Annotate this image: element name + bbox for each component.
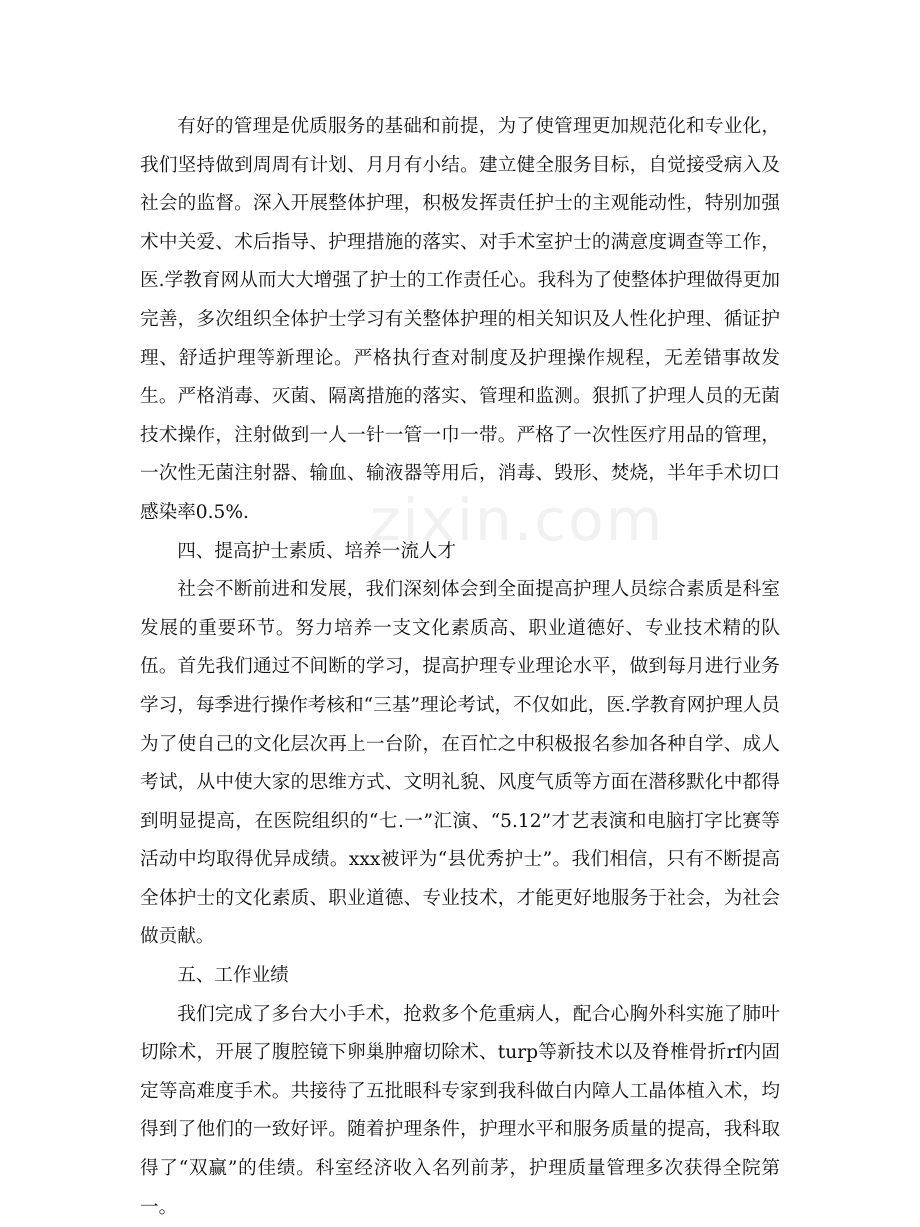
section-heading-4: 四、提高护士素质、培养一流人才 — [177, 540, 457, 562]
paragraph-achievements: 我们完成了多台大小手术，抢救多个危重病人，配合心胸外科实施了肺叶切除术，开展了腹腔镜下卵巢肿瘤切除术、turp等新技术以及脊椎骨折rf内固定等高难度手术。共接待了五批眼科专家到我科做白内障人工晶体植入术，均得到了他们的一致好评。随着护理条件，护理水平和服务质量的提高，我科取得了“双赢”的佳绩。科室经济收入名列前茅，护理质量管理多次获得全院第一。 — [140, 1003, 780, 1218]
document-body — [140, 108, 780, 1227]
section-heading-5: 五、工作业绩 — [177, 965, 289, 987]
watermark: zixin.com — [370, 486, 665, 554]
paragraph-quality: 社会不断前进和发展，我们深刻体会到全面提高护理人员综合素质是科室发展的重要环节。努力培养一支文化素质高、职业道德好、专业技术精的队伍。首先我们通过不间断的学习，提高护理专业理论水平，做到每月进行业务学习，每季进行操作考核和“三基”理论考试，不仅如此，医.学教育网护理人员为了使自己的文化层次再上一台阶，在百忙之中积极报名参加各种自学、成人考试，从中使大家的思维方式、文明礼貌、风度气质等方面在潜移默化中都得到明显提高，在医院组织的“七.一”汇演、“5.12”才艺表演和电脑打字比赛等活动中均取得优异成绩。xxx被评为“县优秀护士”。我们相信，只有不断提高全体护士的文化素质、职业道德、专业技术，才能更好地服务于社会，为社会做贡献。 — [140, 579, 780, 948]
paragraph-management: 有好的管理是优质服务的基础和前提，为了使管理更加规范化和专业化，我们坚持做到周周有计划、月月有小结。建立健全服务目标，自觉接受病入及社会的监督。深入开展整体护理，积极发挥责任护士的主观能动性，特别加强术中关爱、术后指导、护理措施的落实、对手术室护士的满意度调查等工作，医.学教育网从而大大增强了护士的工作责任心。我科为了使整体护理做得更加完善，多次组织全体护士学习有关整体护理的相关知识及人性化护理、循证护理、舒适护理等新理论。严格执行查对制度及护理操作规程，无差错事故发生。严格消毒、灭菌、隔离措施的落实、管理和监测。狠抓了护理人员的无菌技术操作，注射做到一人一针一管一巾一带。严格了一次性医疗用品的管理，一次性无菌注射器、输血、输液器等用后，消毒、毁形、焚烧，半年手术切口感染率0.5%. — [140, 116, 780, 523]
